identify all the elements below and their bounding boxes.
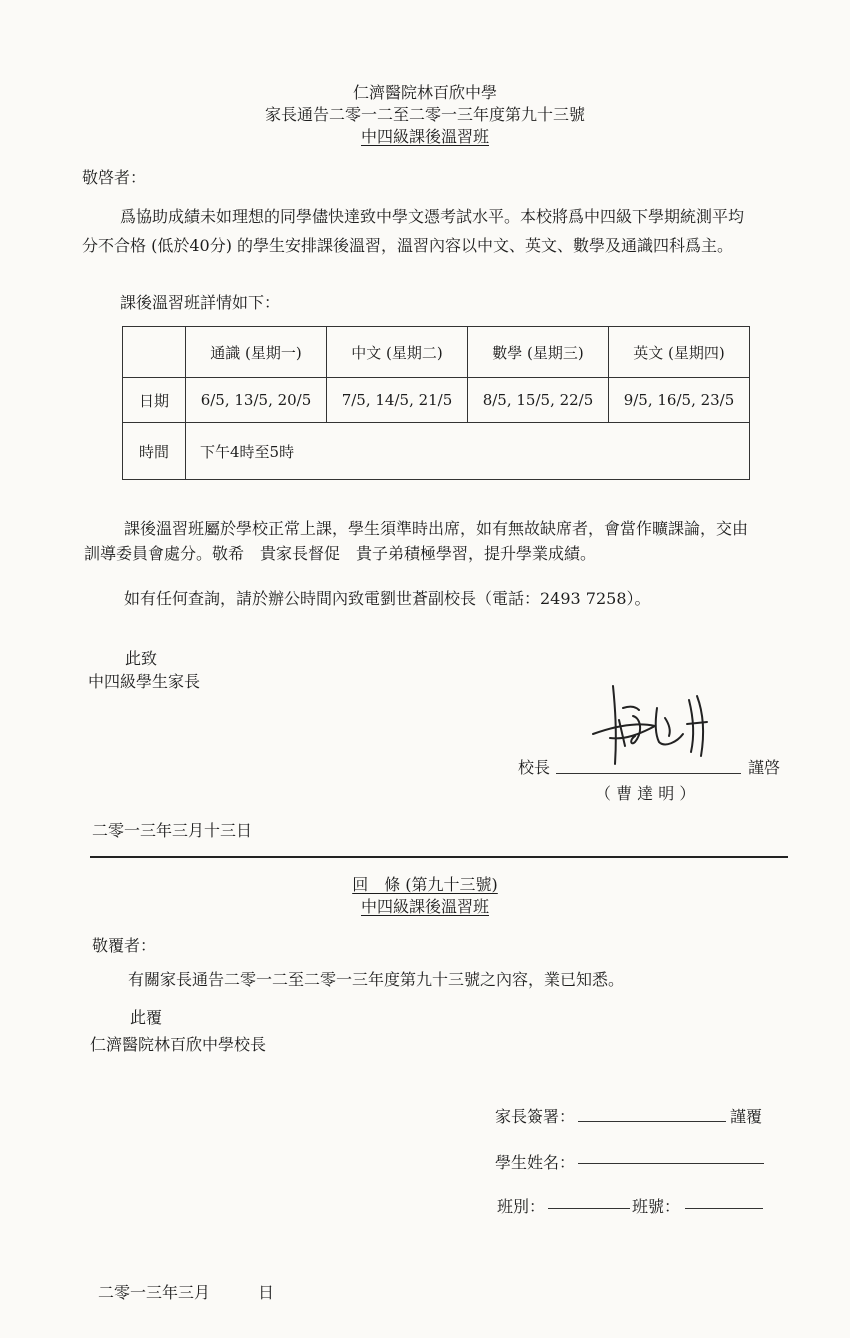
dates-english: 9/5, 16/5, 23/5 (609, 378, 750, 423)
notice-subject: 中四級課後溫習班 (360, 127, 489, 146)
closing: 此致 (125, 649, 158, 668)
parent-sign-label: 家長簽署： (495, 1107, 576, 1126)
time-value: 下午4時至5時 (186, 423, 750, 480)
table-corner-cell (123, 327, 186, 378)
reply-date: 二零一三年三月 日 (98, 1283, 275, 1302)
student-name-label: 學生姓名： (495, 1153, 576, 1172)
schedule-table (122, 326, 750, 480)
salutation: 敬啓者： (82, 168, 147, 187)
reply-closing: 此覆 (130, 1008, 163, 1027)
column-header-math: 數學 (星期三) (468, 327, 609, 378)
paragraph-1-line-2: 分不合格 (低於40分) 的學生安排課後溫習，溫習內容以中文、英文、數學及通識四科爲主。 (82, 236, 734, 255)
notice-title: 家長通告二零一二至二零一三年度第九十三號 (264, 105, 585, 124)
addressee: 中四級學生家長 (88, 672, 201, 691)
column-header-chinese: 中文 (星期二) (327, 327, 468, 378)
class-number-label: 班號： (632, 1197, 681, 1216)
parent-signature-field[interactable] (578, 1121, 726, 1122)
principal-name: （ 曹 達 明 ） (595, 784, 696, 803)
principal-signature (585, 676, 725, 771)
table-header-row (123, 327, 750, 378)
principal-signature-line (556, 773, 741, 774)
reply-salutation: 敬覆者： (92, 936, 157, 955)
principal-label: 校長 (518, 758, 551, 777)
column-header-english: 英文 (星期四) (609, 327, 750, 378)
paragraph-1-line-1: 爲協助成績未如理想的同學儘快達致中學文憑考試水平。本校將爲中四級下學期統測平均 (120, 207, 745, 226)
table-intro: 課後溫習班詳情如下： (120, 293, 281, 312)
row-label-dates: 日期 (123, 378, 186, 423)
column-header-liberal-studies: 通識 (星期一) (186, 327, 327, 378)
paragraph-2-line-1: 課後溫習班屬於學校正常上課，學生須準時出席，如有無故缺席者，會當作曠課論，交由 (124, 519, 749, 538)
principal-sign-suffix: 謹啓 (748, 758, 781, 777)
notice-date: 二零一三年三月十三日 (92, 821, 253, 840)
parent-sign-suffix: 謹覆 (730, 1107, 763, 1126)
reply-body: 有關家長通告二零一二至二零一三年度第九十三號之內容，業已知悉。 (128, 970, 625, 989)
paragraph-3: 如有任何查詢，請於辦公時間內致電劉世蒼副校長（電話：2493 7258）。 (124, 589, 651, 608)
class-number-field[interactable] (685, 1208, 763, 1209)
class-label: 班別： (497, 1197, 546, 1216)
school-name: 仁濟醫院林百欣中學 (352, 83, 497, 102)
row-label-time: 時間 (123, 423, 186, 480)
reply-addressee: 仁濟醫院林百欣中學校長 (90, 1035, 267, 1054)
class-field[interactable] (548, 1208, 630, 1209)
reply-subject: 中四級課後溫習班 (360, 897, 489, 916)
student-name-field[interactable] (578, 1163, 764, 1164)
reply-title: 回 條 (第九十三號) (352, 875, 498, 894)
dates-chinese: 7/5, 14/5, 21/5 (327, 378, 468, 423)
reply-slip-divider (90, 856, 788, 858)
table-row-dates (123, 378, 750, 423)
dates-liberal-studies: 6/5, 13/5, 20/5 (186, 378, 327, 423)
paragraph-2-line-2: 訓導委員會處分。敬希 貴家長督促 貴子弟積極學習，提升學業成績。 (84, 544, 597, 563)
dates-math: 8/5, 15/5, 22/5 (468, 378, 609, 423)
table-row-time (123, 423, 750, 480)
